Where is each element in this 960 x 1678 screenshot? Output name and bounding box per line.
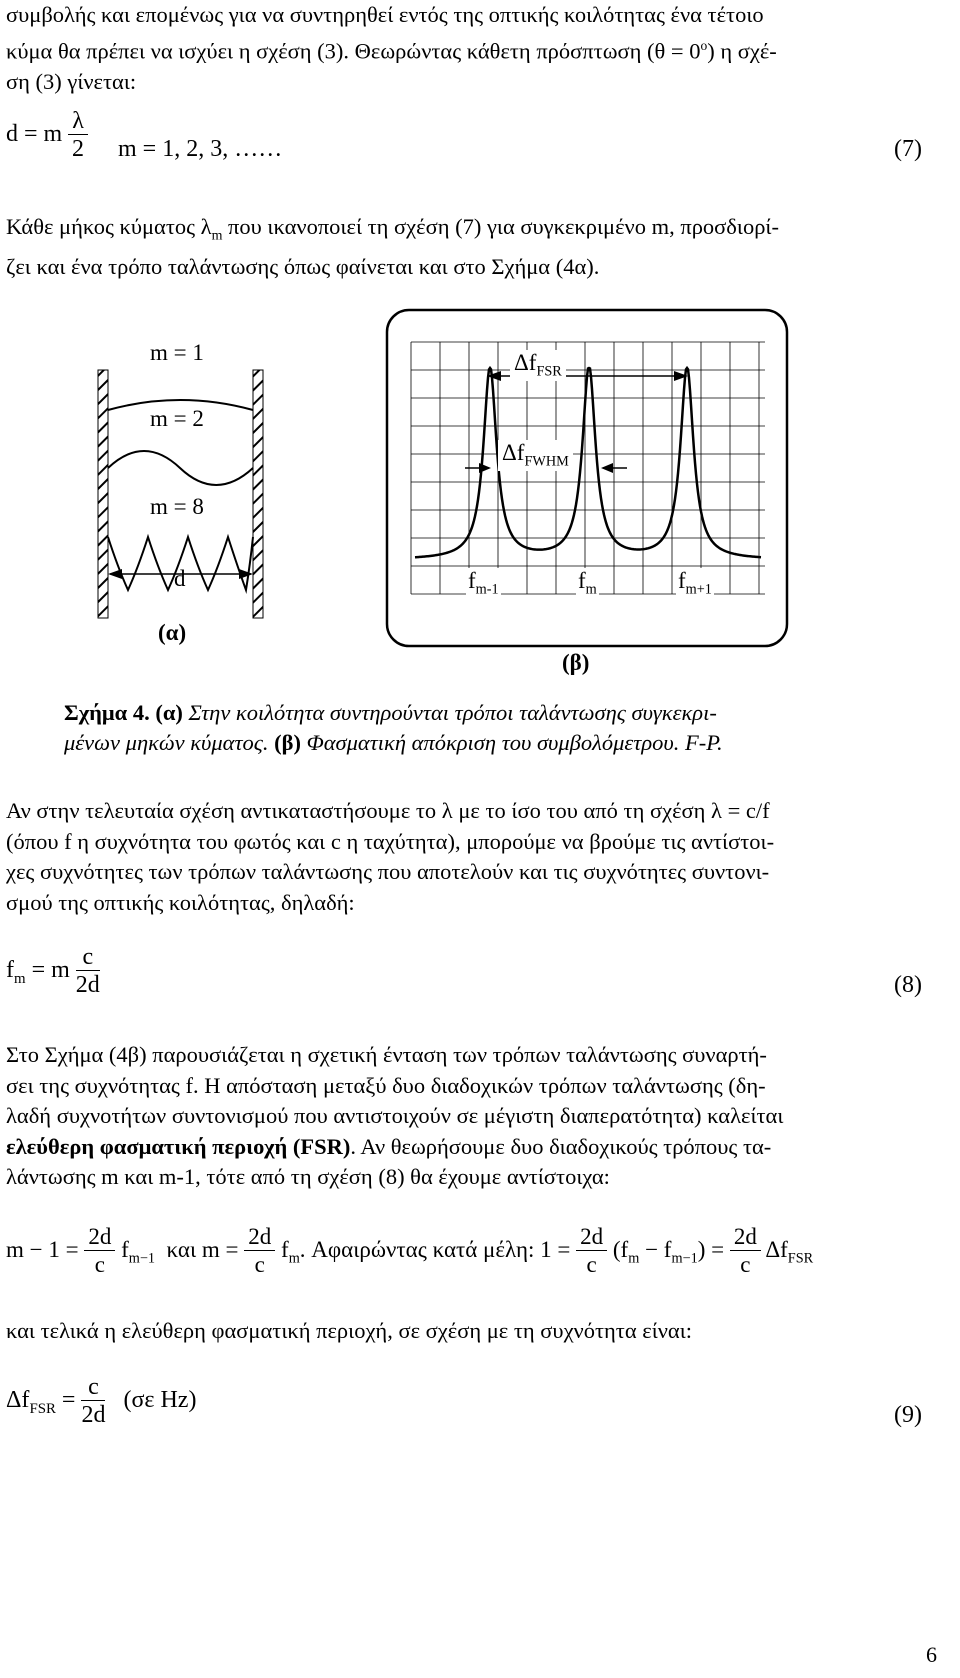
eq9-unit-note: (σε Hz) — [123, 1387, 197, 1414]
right-mirror — [253, 370, 263, 618]
transmission-peaks — [415, 368, 761, 557]
p2-line-2: ζει και ένα τρόπο ταλάντωσης όπως φαίνεται και στο Σχήμα (4α). — [6, 254, 600, 279]
label-f-m: $f_m$ — [578, 568, 597, 598]
eq7-tag: (7) — [894, 136, 922, 162]
label-fig-b: (β) — [562, 650, 590, 675]
figure-caption — [64, 698, 924, 758]
label-f-m-plus-1: $f_{m+1}$ — [678, 568, 712, 598]
p3-line-1: Αν στην τελευταία σχέση αντικαταστήσουμε το λ με το ίσο του από τη σχέση λ = c/f — [6, 798, 770, 823]
p3-line-4: σμού της οπτικής κοιλότητας, δηλαδή: — [6, 889, 355, 915]
equation-row-subtraction: m − 1 = $\frac{2d}{c}$ $f_{m-1}$ και m = $\frac{2d}{c}$ $f_m$. Αφαιρώντας κατά μέλη: 1 = $\frac{2d}{c}$ $(f_m - f_{m-1})$ = $\frac{2d}{c}$ $\Delta f_{FSR}$ — [6, 1224, 814, 1277]
eq8-fraction: $\frac{c}{2d}$ — [75, 944, 100, 998]
p4-line-4: ελεύθερη φασματική περιοχή (FSR). Αν θεωρήσουμε δυο διαδοχικούς τρόπους τα- — [6, 1133, 772, 1159]
label-m2: m = 2 — [150, 406, 204, 431]
caption-line-1: Σχήμα 4. (α) Στην κοιλότητα συντηρούνται τρόποι ταλάντωσης συγκεκρι- — [64, 700, 717, 725]
p4-line-3: λαδή συχνοτήτων συντονισμού που αντιστοιχούν σε μέγιστη διαπερατότητα) καλείται — [6, 1103, 784, 1128]
paragraph-4 — [6, 1040, 954, 1193]
label-delta-f-fsr: $\Delta f_{FSR}$ — [510, 350, 566, 381]
label-f-m-minus-1: $f_{m-1}$ — [468, 568, 499, 598]
p3-line-3: χες συχνότητες των τρόπων ταλάντωσης που αποτελούν και τις συχνότητες συντονι- — [6, 859, 770, 884]
label-m1: m = 1 — [150, 340, 204, 365]
label-delta-f-fwhm: $\Delta f_{FWHM}$ — [498, 440, 573, 471]
caption-line-2: μένων μηκών κύματος. (β) Φασματική απόκριση του συμβολόμετρου. F-P. — [64, 730, 723, 755]
transmission-curve — [415, 368, 761, 557]
left-mirror — [98, 370, 108, 618]
label-fig-a: (α) — [158, 620, 187, 645]
eq8-tag: (8) — [894, 972, 922, 998]
intro-paragraph — [6, 0, 954, 97]
label-d: d — [174, 566, 186, 591]
paragraph-3 — [6, 796, 954, 918]
p3-line-2: (όπου f η συχνότητα του φωτός και c η ταχύτητα), μπορούμε να βρούμε τις αντίστοι- — [6, 828, 775, 854]
page-number: 6 — [926, 1642, 937, 1667]
eq7-fraction: $\frac{\lambda}{2}$ — [68, 108, 88, 163]
p2-line-1: Κάθε μήκος κύματος $\lambda_m$ που ικανοποιεί τη σχέση (7) για συγκεκριμένο m, προσδιορί- — [6, 214, 779, 244]
equation-7 — [6, 108, 88, 163]
eq7-condition: m = 1, 2, 3, …… — [118, 136, 283, 162]
mode-m2-wave — [108, 451, 253, 485]
equation-9: $\Delta f_{FSR}$ = $\frac{c}{2d}$ (σε Hz) — [6, 1374, 197, 1428]
eq9-fraction: $\frac{c}{2d}$ — [81, 1374, 106, 1428]
intro-line-3: ση (3) γίνεται: — [6, 68, 137, 94]
figure-4a-cavity — [90, 340, 290, 620]
d-arrow-right — [239, 569, 253, 579]
p4-line-5: λάντωσης m και m-1, τότε από τη σχέση (8) θα έχουμε αντίστοιχα: — [6, 1164, 610, 1189]
paragraph-2 — [6, 212, 954, 283]
p4-line-2: σει της συχνότητας f. Η απόσταση μεταξύ δυο διαδοχικών τρόπων ταλάντωσης (δη- — [6, 1072, 766, 1098]
intro-line-1: συμβολής και επομένως για να συντηρηθεί εντός της οπτικής κοιλότητας ένα τέτοιο — [6, 2, 764, 27]
p4-line-1: Στο Σχήμα (4β) παρουσιάζεται η σχετική ένταση των τρόπων ταλάντωσης συναρτή- — [6, 1042, 767, 1067]
equation-8: $f_m = m$ $\frac{c}{2d}$ — [6, 944, 100, 998]
d-arrow-left — [108, 569, 122, 579]
label-m8: m = 8 — [150, 494, 204, 519]
paragraph-5: και τελικά η ελεύθερη φασματική περιοχή, σε σχέση με τη συχνότητα είναι: — [6, 1318, 693, 1343]
eq9-tag: (9) — [894, 1402, 922, 1428]
eq7-lhs: d = m — [6, 121, 63, 148]
intro-line-2: κύμα θα πρέπει να ισχύει η σχέση (3). Θεωρώντας κάθετη πρόσπτωση $(\theta = 0^o)$ η σχέ- — [6, 37, 777, 63]
